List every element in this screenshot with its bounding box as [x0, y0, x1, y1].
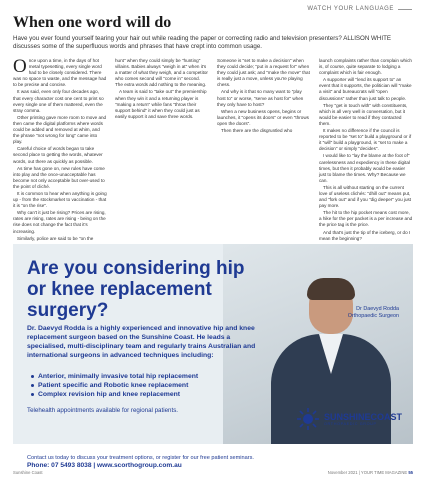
section-tag	[307, 6, 412, 12]
paragraph: Someone is "set to make a decision" when they could decide; "put in a request for" when they could just ask; and "make the move" that is really just a move, unless you're playing chess.	[217, 58, 310, 88]
paragraph: I would like to "lay the blame at the foot of" carelessness and expediency in these digital times, but then it probably would be easier just to blame the times. Why? Because we can.	[319, 153, 410, 183]
logo-subtitle: ORTHOPAEDIC GROUP	[323, 421, 377, 426]
paragraph: This is all without starting on the current love of useless clichés: "dhill out" means put, and "fork out" and if you "dig deeper" you just pay more.	[319, 184, 412, 209]
paragraph: Careful choice of words began to take second place to getting the words, whatever words, out there as quickly as possible.	[13, 146, 103, 164]
ad-telehealth: Telehealth appointments available for regional patients.	[27, 407, 179, 414]
paragraph: hunt" when they could simply be "hunting" villains. Babies always "weigh in at" when it's a matter of what they weigh, and a competitor who comes second will "come in" second. The extra words add nothing to the meaning.	[115, 58, 208, 88]
ad-headline: Are you considering hip or knee replacement surgery?	[27, 258, 245, 321]
drop-cap: O	[13, 56, 27, 77]
page-number: 55	[408, 470, 413, 475]
paragraph: Then there are the disgruntled who	[221, 128, 293, 134]
list-item	[31, 372, 271, 381]
page-footer	[13, 470, 413, 475]
paragraph: They "get in touch with" with constituents, which is all very well in conversation, but it would be easier to read if they contacted them.	[319, 102, 408, 126]
paragraph: Why can't it just be rising? Prices are rising, rates are rising, rates are rising - being on the rise does not change the fact that it's increasing.	[13, 210, 106, 234]
bullet-text: Anterior, minimally invasive total hip replacement	[38, 373, 199, 380]
article-title: When one word will do	[13, 14, 172, 31]
article-column-4	[319, 58, 413, 241]
article-column-2	[115, 58, 209, 236]
sun-icon	[296, 407, 320, 431]
contact-phone: Phone: 07 5493 8038 | www.scorthogroup.com.au	[27, 462, 182, 470]
paragraph: Similarly, police are said to be "on the	[17, 235, 94, 241]
paragraph: And why is it that so many want to "play host to" or worse, "serve as host for" when they only have to host?	[217, 89, 304, 107]
paragraph: The hit to the hip pocket means cost more, a hike for the per packet is a per increase and the price tag is the price.	[319, 210, 413, 228]
paragraph: launch complaints rather than complain which is, of course, quite separate to lodging a complaint which is fair enough.	[319, 58, 412, 76]
contact-line: Contact us today to discuss your treatment options, or register for our free patient seminars.	[27, 455, 254, 461]
paragraph: When a new business opens, begins or launches, it "opens its doors" or even "throws open the doors".	[217, 108, 309, 126]
bullet-icon	[31, 393, 34, 396]
footer-left: Sunshine Coast	[13, 470, 43, 475]
doctor-name: Dr Daevyd Rodda	[356, 306, 399, 312]
logo-name: SUNSHINECOAST	[323, 411, 402, 422]
paragraph: A team is said to "take out" the premiership when they win it and a returning player is "making a return" while fans "throw their support behind" it when they could just as easily support it and save three words.	[115, 89, 207, 119]
paragraph: It was said, even only four decades ago, that every character cost one cent to print so every single one of them mattered, even the stray comma.	[13, 89, 104, 113]
paragraph: As time has gone on, new rules have come into play and the once-unacceptable has become not only acceptable but over-used to the point of cliché.	[13, 165, 105, 189]
article-standfirst: Have you ever found yourself tearing your hair out while reading the paper or correcting radio and television presenters? ALLISON WHITE discusses some of the superfluous words and phrases that have crept into common usage.	[13, 35, 391, 50]
bullet-icon	[31, 384, 34, 387]
footer-right: November 2021 | YOUR TIME MAGAZINE	[327, 470, 408, 475]
paragraph: nce upon a time, in the days of hot metal typesetting, every single word had to be closely considered. There was no space to waste, and the message had to be precise and concise.	[13, 58, 107, 88]
paragraph: It is common to hear when anything is going up - from the stockmarket to vaccination - that it is "on the rise".	[13, 190, 107, 209]
ad-contact	[27, 455, 254, 469]
list-item	[31, 390, 271, 399]
article-column-3	[217, 58, 311, 236]
ad-intro: Dr. Daevyd Rodda is a highly experienced and innovative hip and knee replacement surgeon based on the Sunshine Coast. He leads a specialised, multi-disciplinary team and regularly trains Australian and international surgeons in advanced techniques including:	[27, 325, 256, 359]
paragraph: Other printing gave more room to move and then came the digital platforms where words could be added and removed at whim, and the phrase "not wrong for long" came into play.	[13, 114, 107, 145]
list-item	[31, 381, 271, 390]
bullet-text: Complex revision hip and knee replacement	[38, 391, 181, 398]
sunshine-coast-logo	[296, 407, 402, 431]
bullet-text: Patient specific and Robotic knee replacement	[38, 382, 189, 389]
bullet-icon	[31, 375, 34, 378]
doctor-caption	[348, 306, 399, 320]
section-tag-rule	[398, 9, 412, 10]
doctor-role: Orthopaedic Surgeon	[347, 313, 399, 319]
ad-contact-block	[13, 452, 413, 472]
article-body	[13, 56, 413, 241]
paragraph: A supporter will "lend its support to" an event that it supports, the politician will "make a visit" and bureaucrats will "open discussions" rather than just talk to people.	[319, 77, 412, 101]
footer-right-group	[328, 470, 413, 475]
doctor-hair	[307, 278, 355, 300]
paragraph: It makes no difference if the council is reported to be "set to" build a playground or if it "will" build a playground, is "set to make a decision" or simply "decides".	[319, 128, 412, 152]
article-column-1	[13, 56, 107, 241]
paragraph: And that's just the tip of the iceberg, or do I mean the beginning?	[319, 229, 411, 241]
ad-bullet-list	[31, 372, 271, 399]
section-tag-label: WATCH YOUR LANGUAGE	[307, 6, 394, 12]
